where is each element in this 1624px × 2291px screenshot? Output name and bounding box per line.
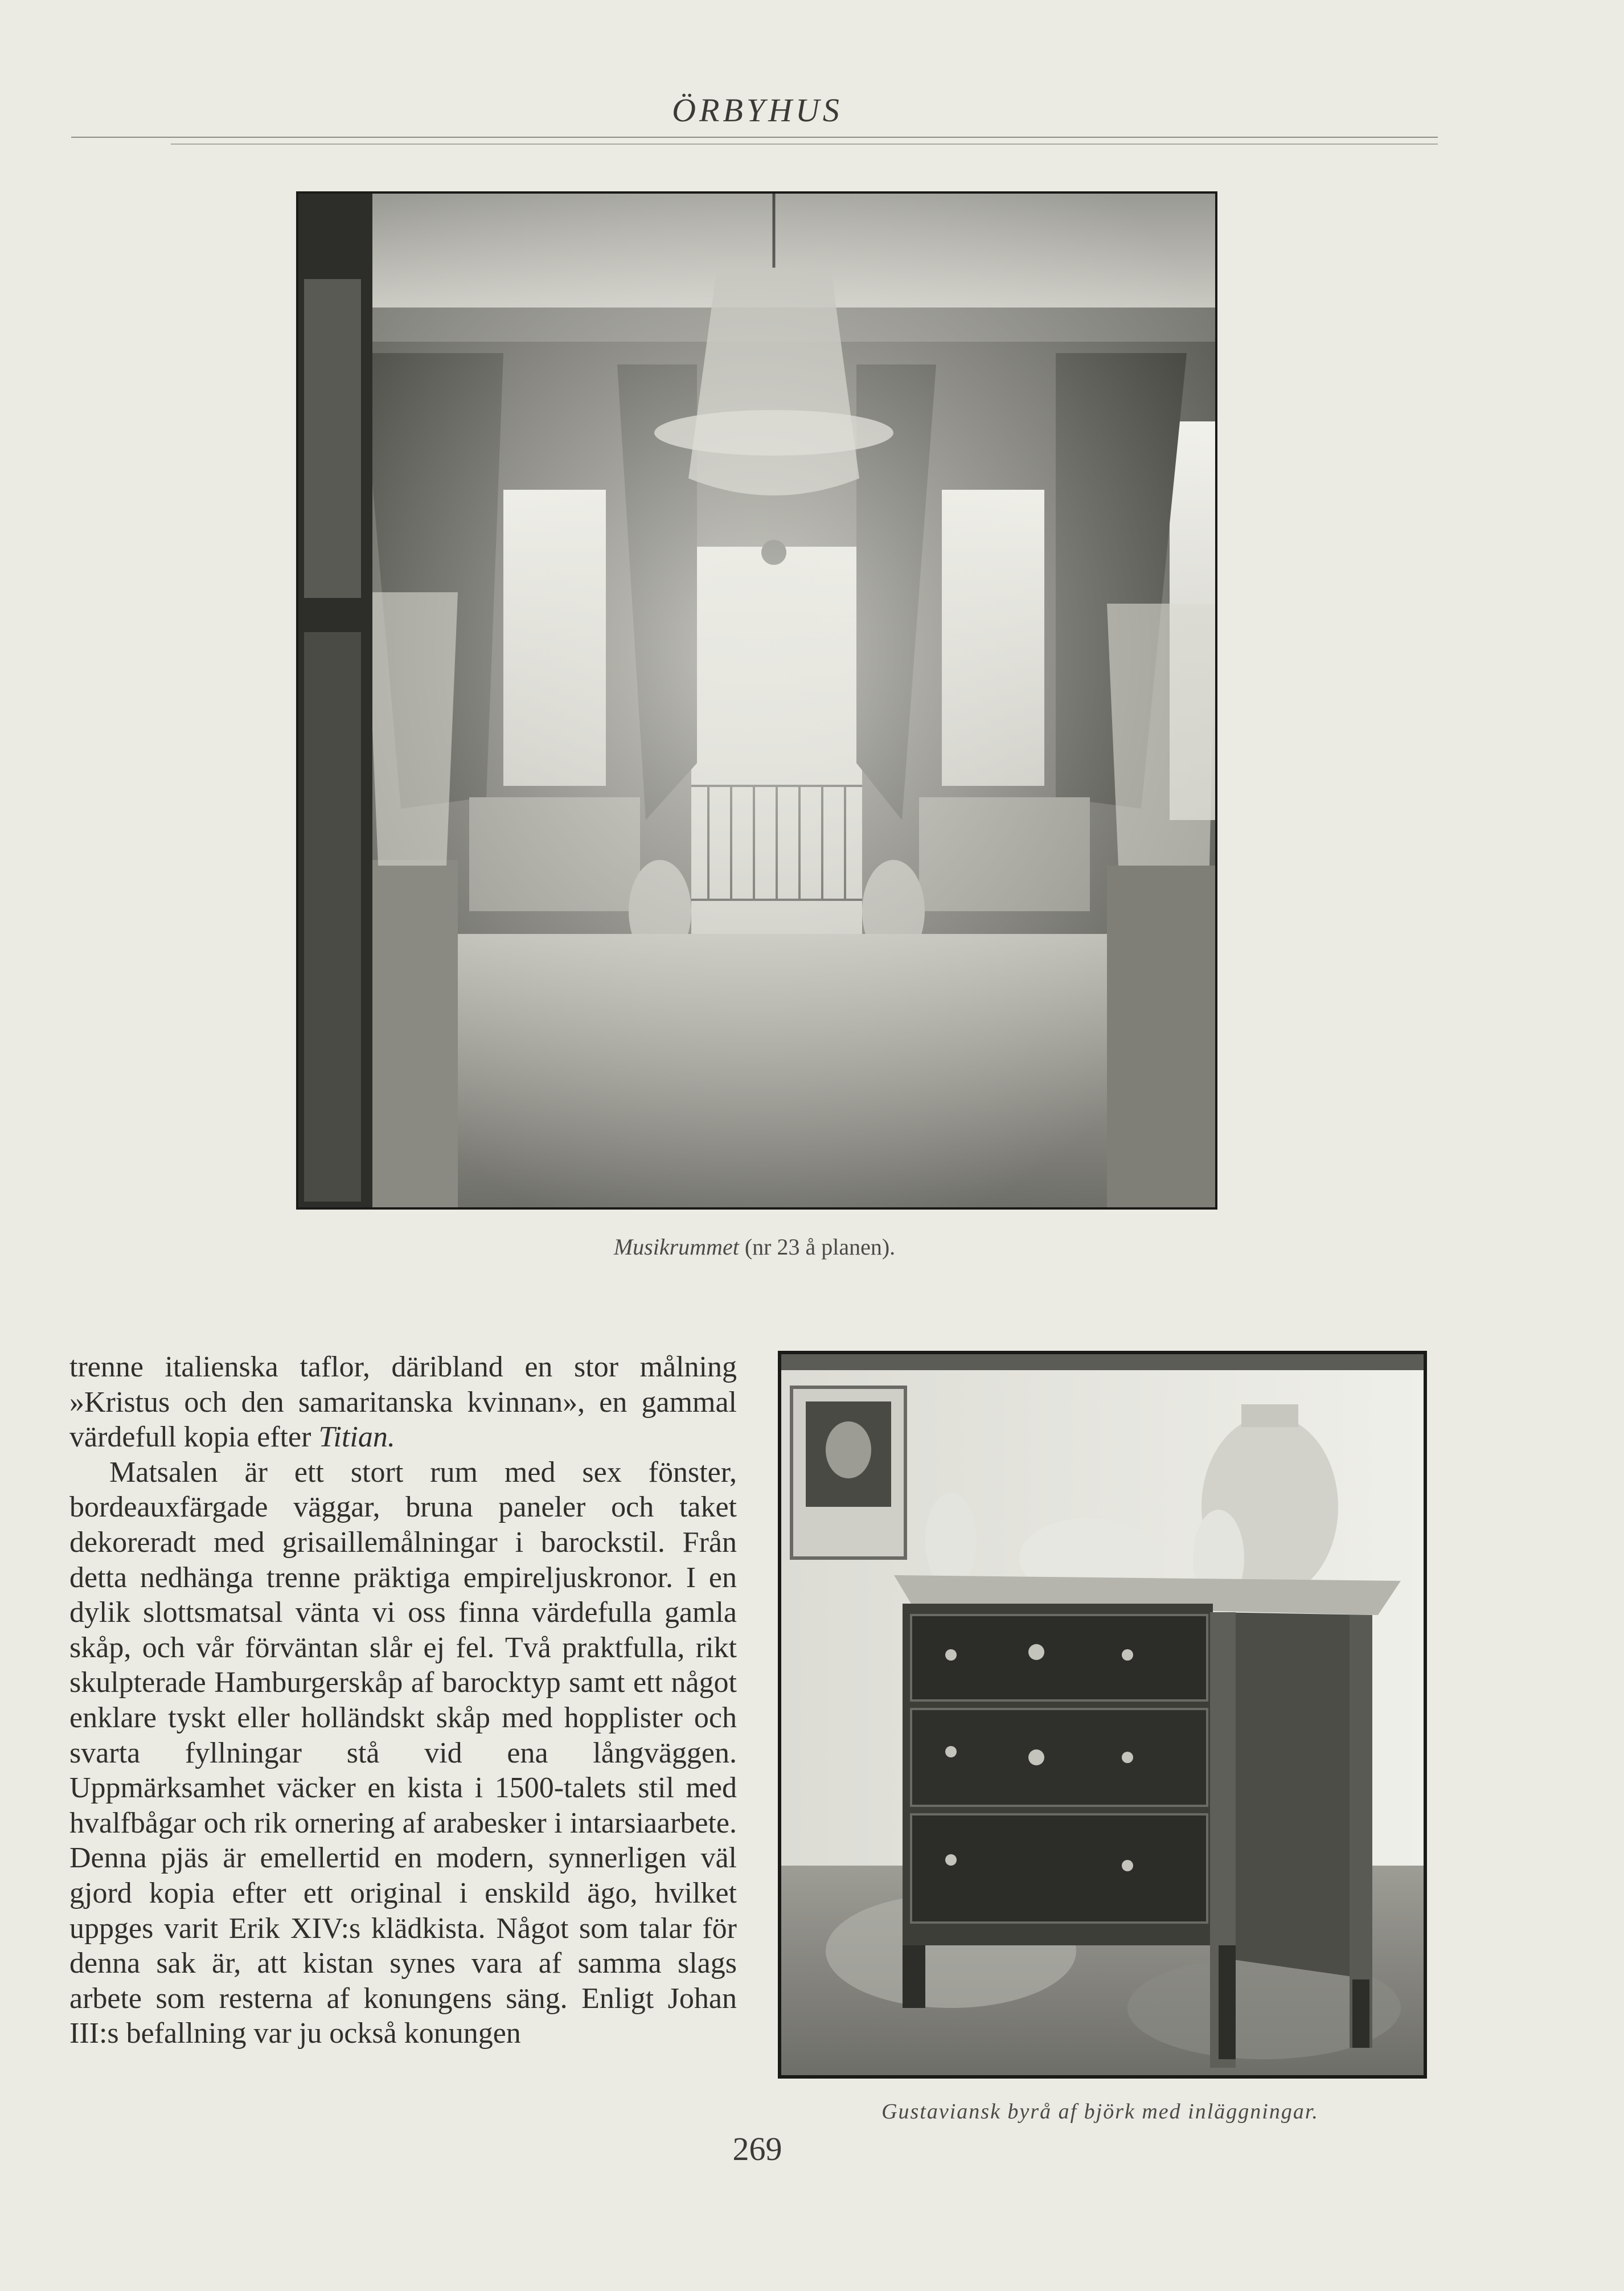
paragraph-2: Matsalen är ett stort rum med sex fönster, bordeauxfärgade väggar, bruna paneler och taket dekoreradt med grisaillemålningar i barockstil. Från detta nedhänga trenne präktiga empireljuskronor. I en dylik slottsmatsal vänta vi oss finna värdefulla gamla skåp, och vår förväntan slår ej fel. Två praktfulla, rikt skulpterade Hamburgerskåp af barocktyp samt ett något enklare tyskt eller holländskt skåp med hopplister och svarta fyllningar stå vid ena långväggen. Uppmärksamhet väcker en kista i 1500-talets stil med hvalfbågar och rik ornering af arabesker i intarsiaarbete. Denna pjäs är emellertid en modern, synnerligen väl gjord kopia efter ett original i enskild ägo, hvilket uppges varit Erik XIV:s klädkista. Något som talar för denna sak är, att kistan synes vara af samma slags arbete som resterna af konungens säng. Enligt Johan III:s befallning var ju också konungen [69, 1456, 737, 2050]
gustavian-chest-photo-icon [780, 1353, 1425, 2076]
gustavian-chest-caption: Gustaviansk byrå af björk med inläggningar. [881, 2100, 1319, 2124]
gustavian-chest-photo [778, 1351, 1427, 2079]
header-rule [71, 137, 1438, 138]
paragraph-1 [69, 1350, 737, 1455]
caption-plain: (nr 23 å planen). [744, 1234, 896, 1260]
header-rule-secondary [171, 144, 1438, 145]
music-room-caption [296, 1233, 1213, 1260]
body-text [69, 1350, 737, 2051]
music-room-photo [296, 191, 1217, 1210]
titian-name: Titian. [318, 1421, 395, 1454]
running-title: ÖRBYHUS [672, 92, 843, 129]
caption-italic: Musikrummet [613, 1234, 739, 1260]
paragraph-1-text: trenne italienska taflor, däribland en stor målning »Kristus och den samaritanska kvinnan», en gammal värdefull kopia efter [69, 1351, 737, 1454]
music-room-photo-icon [298, 194, 1215, 1207]
page-number: 269 [732, 2130, 782, 2167]
